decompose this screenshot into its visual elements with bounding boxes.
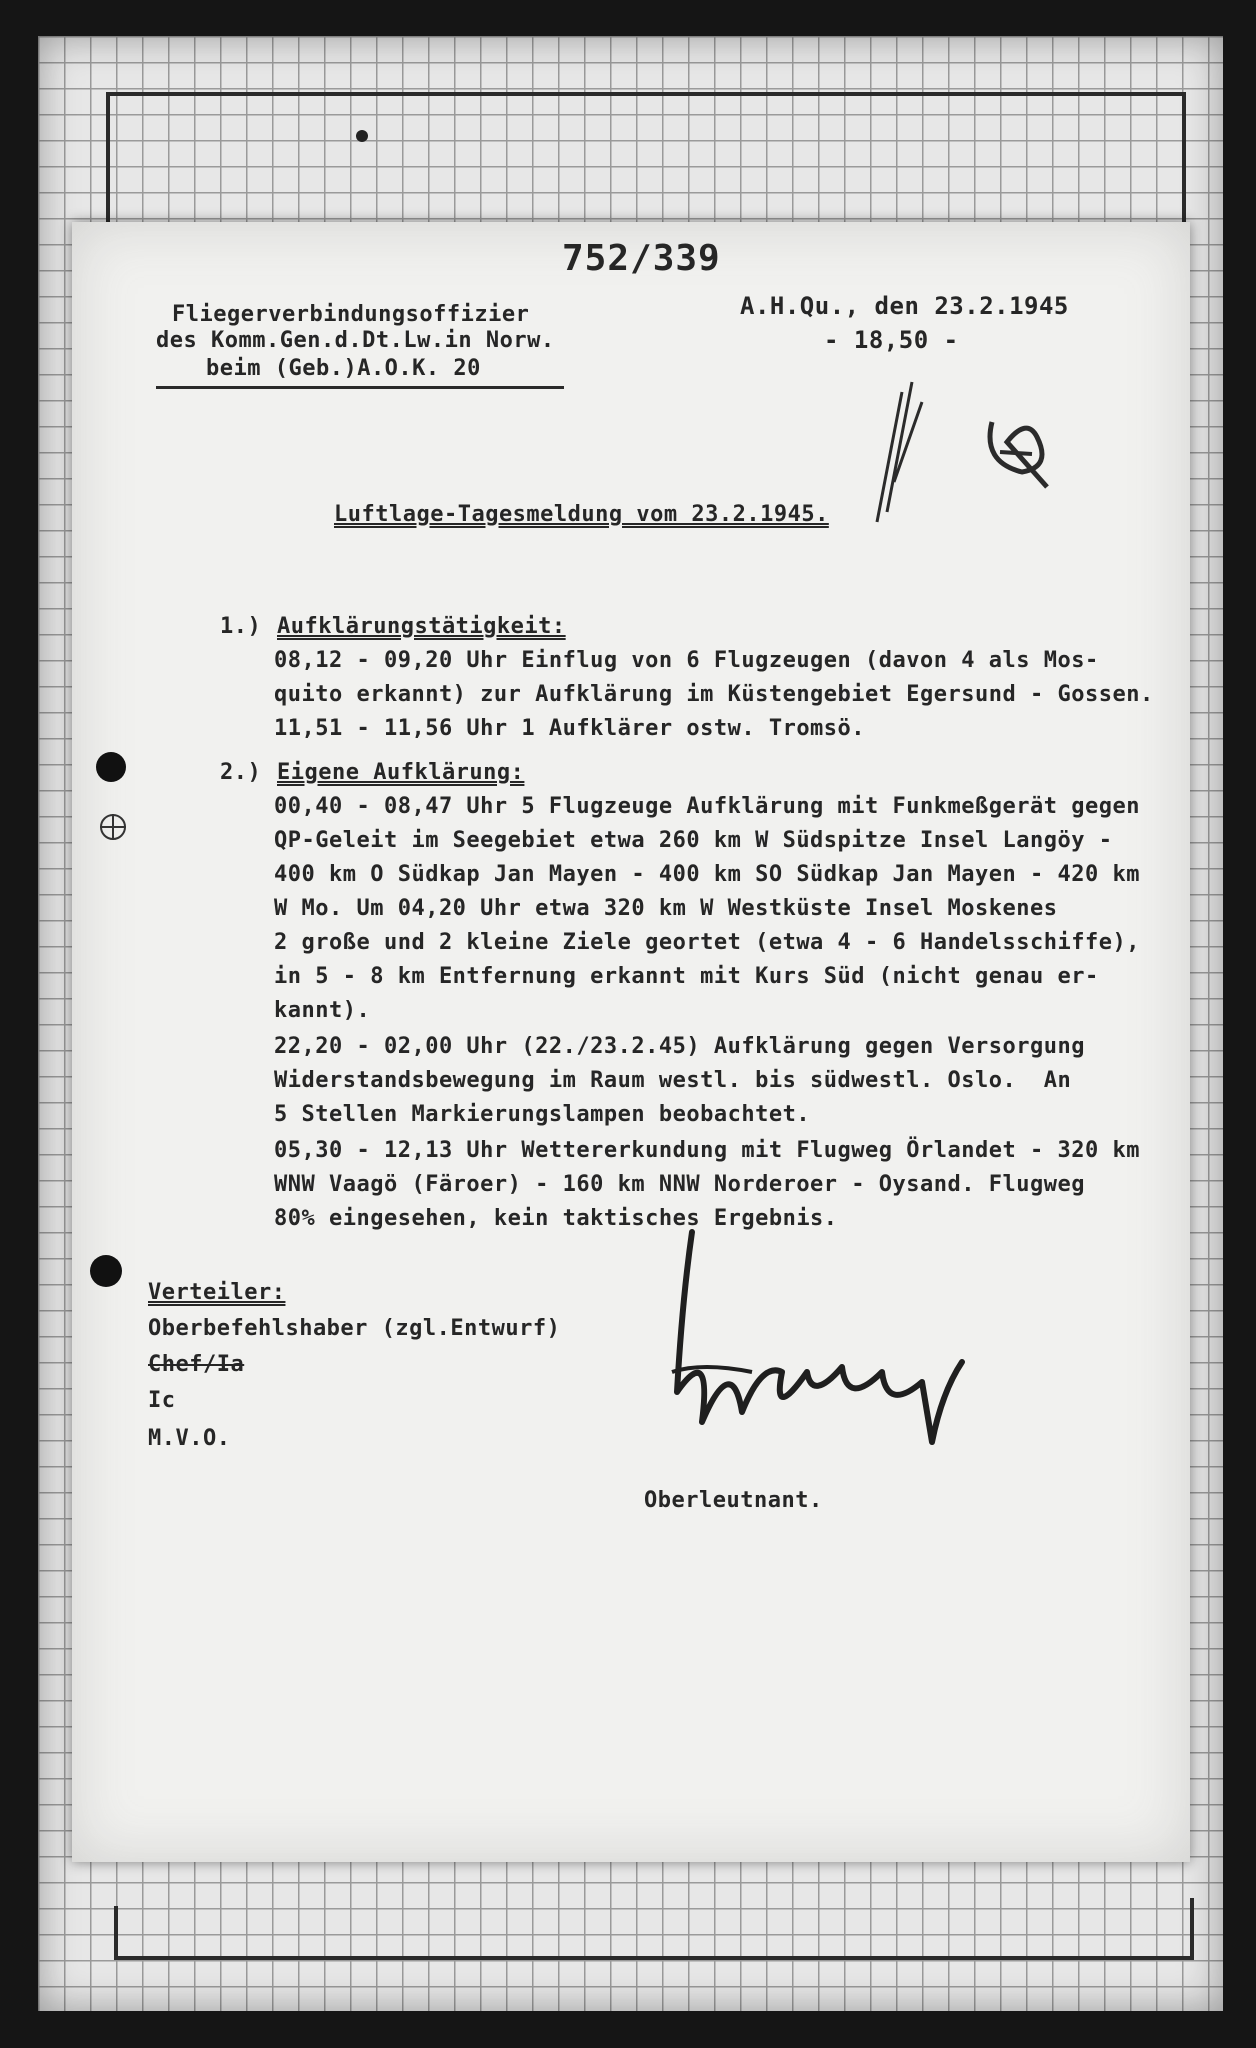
body-line: 11,51 - 11,56 Uhr 1 Aufklärer ostw. Tromsö.	[274, 716, 866, 741]
sender-line: beim (Geb.)A.O.K. 20	[206, 356, 481, 381]
punch-hole	[90, 1255, 122, 1287]
section-heading: Eigene Aufklärung:	[277, 760, 525, 785]
body-line: 05,30 - 12,13 Uhr Wettererkundung mit Flugweg Örlandet - 320 km	[274, 1138, 1140, 1163]
distribution-item: Oberbefehlshaber (zgl.Entwurf)	[148, 1316, 561, 1341]
crosshair-mark-icon	[100, 814, 126, 840]
punch-hole	[96, 752, 126, 782]
body-line: W Mo. Um 04,20 Uhr etwa 320 km W Westküste Insel Moskenes	[274, 896, 1058, 921]
graph-border-line	[106, 92, 1186, 96]
graph-border-line	[114, 1956, 1194, 1960]
section-number: 1.)	[220, 614, 262, 639]
report-time: - 18,50 -	[824, 326, 959, 354]
section-heading: Aufklärungstätigkeit:	[277, 614, 566, 639]
body-line: 2 große und 2 kleine Ziele geortet (etwa 4 - 6 Handelsschiffe),	[274, 930, 1140, 955]
body-line: 5 Stellen Markierungslampen beobachtet.	[274, 1102, 811, 1127]
sender-line: Fliegerverbindungsoffizier	[172, 302, 530, 327]
body-line: QP-Geleit im Seegebiet etwa 260 km W Südspitze Insel Langöy -	[274, 828, 1113, 853]
body-line: 80% eingesehen, kein taktisches Ergebnis.	[274, 1206, 838, 1231]
body-line: 22,20 - 02,00 Uhr (22./23.2.45) Aufklärung gegen Versorgung	[274, 1034, 1085, 1059]
handwritten-initials	[832, 362, 1132, 542]
body-line: 08,12 - 09,20 Uhr Einflug von 6 Flugzeugen (davon 4 als Mos-	[274, 648, 1099, 673]
distribution-item: Chef/Ia	[148, 1352, 245, 1377]
sender-line: des Komm.Gen.d.Dt.Lw.in Norw.	[156, 328, 555, 353]
distribution-item: Ic	[148, 1388, 176, 1413]
body-line: 00,40 - 08,47 Uhr 5 Flugzeuge Aufklärung mit Funkmeßgerät gegen	[274, 794, 1140, 819]
signature-rank: Oberleutnant.	[644, 1488, 823, 1513]
distribution-item: M.V.O.	[148, 1426, 231, 1451]
body-line: Widerstandsbewegung im Raum westl. bis südwestl. Oslo. An	[274, 1068, 1072, 1093]
body-line: quito erkannt) zur Aufklärung im Küstengebiet Egersund - Gossen.	[274, 682, 1154, 707]
body-line: kannt).	[274, 998, 371, 1023]
body-line: WNW Vaagö (Färoer) - 160 km NNW Norderoer - Oysand. Flugweg	[274, 1172, 1085, 1197]
graph-border-line	[1190, 1898, 1194, 1960]
body-line: 400 km O Südkap Jan Mayen - 400 km SO Südkap Jan Mayen - 420 km	[274, 862, 1140, 887]
body-line: in 5 - 8 km Entfernung erkannt mit Kurs Süd (nicht genau er-	[274, 964, 1099, 989]
report-subject: Luftlage-Tagesmeldung vom 23.2.1945.	[334, 502, 829, 527]
document-number: 752/339	[562, 238, 721, 279]
handwritten-signature	[632, 1222, 1052, 1482]
ink-dot	[356, 130, 368, 142]
place-date: A.H.Qu., den 23.2.1945	[740, 292, 1069, 320]
graph-border-line	[114, 1906, 118, 1960]
distribution-heading: Verteiler:	[148, 1280, 286, 1305]
sender-underline	[156, 386, 564, 389]
section-number: 2.)	[220, 760, 262, 785]
document-page	[72, 222, 1190, 1862]
